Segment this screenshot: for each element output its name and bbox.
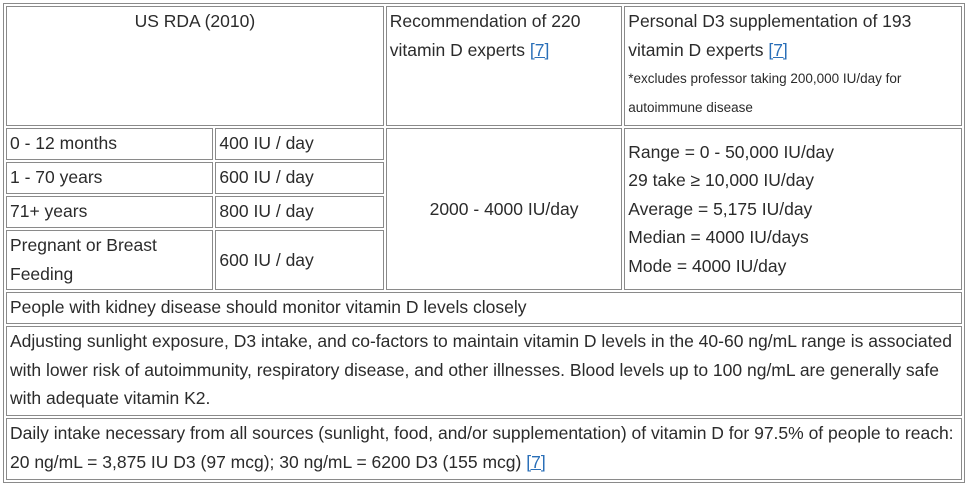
vitamin-d-table [3, 3, 965, 483]
personal-stat-10000: 29 take ≥ 10,000 IU/day [628, 170, 814, 191]
sunlight-note-cell [6, 326, 962, 416]
experts-rec-header [386, 6, 622, 126]
rda-amount: 600 IU / day [219, 249, 314, 270]
experts-rec-ref-link[interactable]: [7] [529, 39, 550, 60]
sunlight-note: Adjusting sunlight exposure, D3 intake, and co-factors to maintain vitamin D levels in the 40-60 ng/mL range is associated with lower risk of autoimmunity, respiratory disease, and other illnesses. Blood levels up to 100 ng/mL are generally safe with adequate vitamin K2. [10, 331, 952, 408]
rda-amount: 800 IU / day [219, 201, 314, 221]
daily-intake-cell [6, 418, 962, 480]
experts-value-cell [386, 128, 622, 290]
rda-amount-cell [215, 128, 383, 160]
rda-age-cell [6, 196, 213, 228]
personal-ref-link[interactable]: [7] [768, 39, 788, 60]
rda-row [6, 128, 962, 160]
personal-stat-average: Average = 5,175 IU/day [628, 198, 813, 219]
rda-age-cell [6, 128, 213, 160]
header-row [6, 6, 962, 126]
personal-note: *excludes professor taking 200,000 IU/day for autoimmune disease [628, 71, 902, 115]
rda-age: 0 - 12 months [10, 133, 117, 153]
rda-age: 1 - 70 years [10, 167, 103, 187]
personal-header-text: Personal D3 supplementation of 193 vitamin D experts [628, 11, 912, 60]
personal-stats-cell [624, 128, 962, 290]
personal-stat-median: Median = 4000 IU/days [628, 227, 809, 248]
rda-amount-cell [215, 230, 383, 290]
rda-amount-cell [215, 196, 383, 228]
us-rda-header [6, 6, 384, 126]
kidney-note-cell [6, 292, 962, 324]
personal-header [624, 6, 962, 126]
daily-intake-ref-link[interactable]: [7] [526, 451, 546, 472]
sunlight-row [6, 326, 962, 416]
rda-age: 71+ years [10, 201, 88, 221]
rda-amount: 400 IU / day [219, 133, 314, 153]
rda-age-cell [6, 230, 213, 290]
us-rda-header-text: US RDA (2010) [134, 11, 256, 31]
rda-amount: 600 IU / day [219, 167, 314, 187]
personal-stat-range: Range = 0 - 50,000 IU/day [628, 141, 835, 162]
kidney-row [6, 292, 962, 324]
personal-stat-mode: Mode = 4000 IU/day [628, 255, 787, 276]
rda-amount-cell [215, 162, 383, 194]
daily-intake-row [6, 418, 962, 480]
experts-rec-header-text: Recommendation of 220 vitamin D experts [389, 11, 581, 60]
kidney-note: People with kidney disease should monitor vitamin D levels closely [10, 297, 527, 317]
experts-value: 2000 - 4000 IU/day [429, 198, 579, 219]
rda-age-cell [6, 162, 213, 194]
rda-age: Pregnant or Breast Feeding [10, 235, 157, 284]
daily-intake-note: Daily intake necessary from all sources (sunlight, food, and/or supplementation) of vitamin D for 97.5% of people to reach: 20 ng/mL = 3,875 IU D3 (97 mcg); 30 ng/mL = 6200 D3 (155 mcg) [10, 423, 954, 472]
